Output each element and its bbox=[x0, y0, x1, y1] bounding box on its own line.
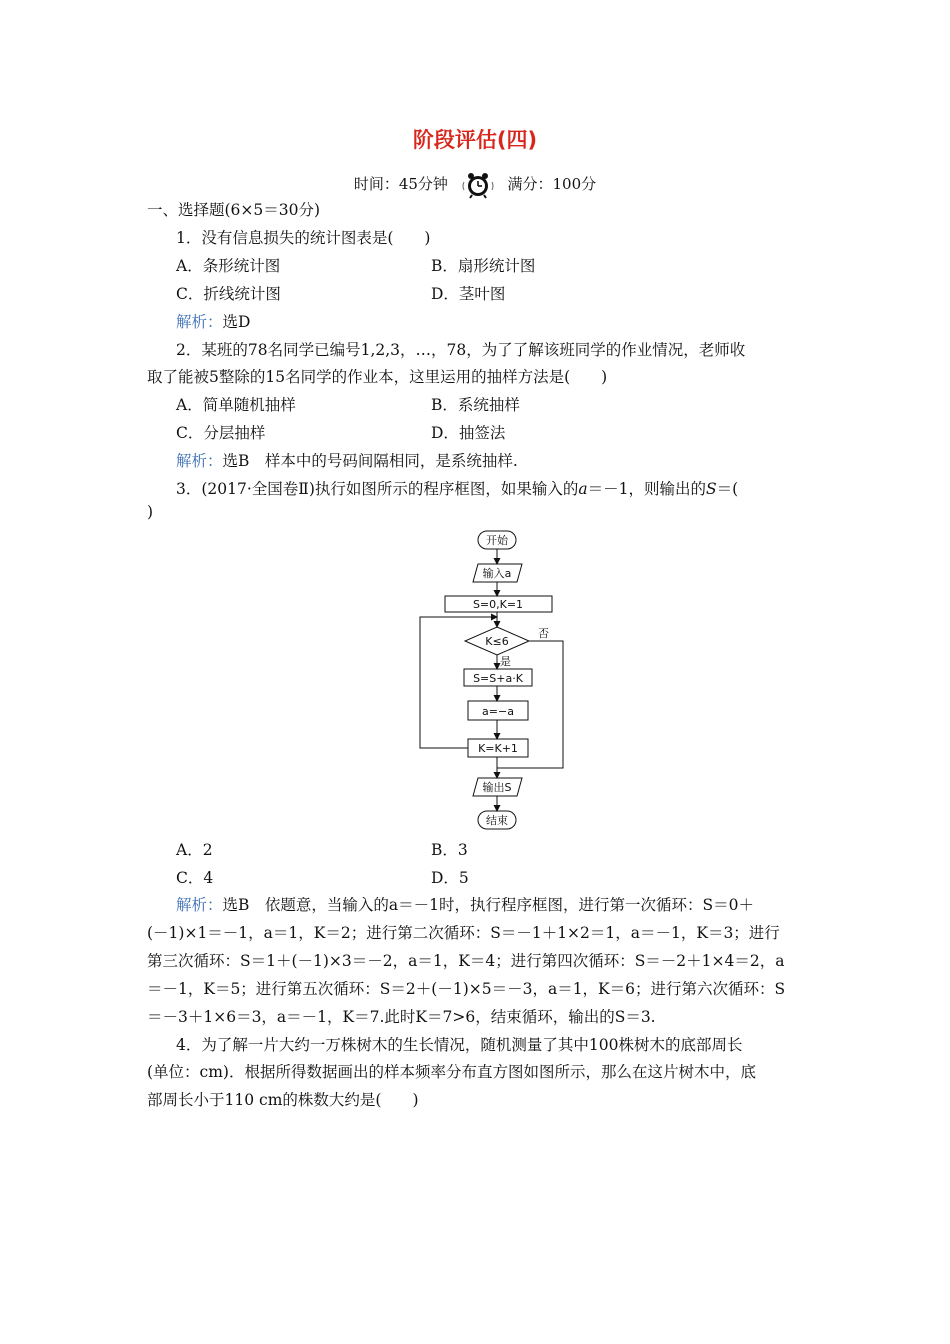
flow-step-increment-text: K=K+1 bbox=[478, 742, 518, 755]
q3-stem-line1: 3．(2017·全国卷Ⅱ)执行如图所示的程序框图，如果输入的a＝－1，则输出的S＝( bbox=[176, 480, 739, 498]
analysis-label: 解析： bbox=[176, 452, 223, 470]
q3-option-a: A．2 bbox=[176, 841, 213, 859]
q4-stem-line1: 4．为了解一片大约一万株树木的生长情况，随机测量了其中100株树木的底部周长 bbox=[176, 1036, 743, 1054]
flow-end-text: 结束 bbox=[486, 814, 508, 827]
analysis-label: 解析： bbox=[176, 313, 223, 331]
flow-step-sum-text: S=S+a·K bbox=[473, 672, 523, 685]
q2-stem-line2: 取了能被5整除的15名同学的作业本，这里运用的抽样方法是( ) bbox=[147, 368, 608, 386]
q4-stem-line3: 部周长小于110 cm的株数大约是( ) bbox=[147, 1091, 419, 1109]
q1-option-a: A．条形统计图 bbox=[176, 257, 281, 275]
q1-option-d: D．茎叶图 bbox=[431, 285, 506, 303]
flow-input-text: 输入a bbox=[482, 567, 512, 580]
full-score: 满分：100分 bbox=[507, 175, 597, 193]
q1-analysis bbox=[176, 310, 250, 332]
q2-stem-line1: 2．某班的78名同学已编号1,2,3，…，78，为了了解该班同学的作业情况，老师收 bbox=[176, 341, 746, 359]
q3-option-b: B．3 bbox=[431, 841, 468, 859]
q3-analysis-line5: ＝－3＋1×6＝3，a＝－1，K＝7.此时K＝7>6，结束循环，输出的S＝3. bbox=[147, 1008, 656, 1026]
q3-analysis-line4: ＝－1，K＝5；进行第五次循环：S＝2＋(－1)×5＝－3，a＝1，K＝6；进行第六次循环：S bbox=[147, 980, 786, 998]
q3-analysis-line2: (－1)×1＝－1，a＝1，K＝2；进行第二次循环：S＝－1＋1×2＝1，a＝－1，K＝3；进行 bbox=[147, 924, 780, 942]
flow-yes-label: 是 bbox=[500, 655, 511, 668]
q1-stem: 1．没有信息损失的统计图表是( ) bbox=[176, 229, 431, 247]
q3-analysis-line1: 解析：选B 依题意，当输入的a＝－1时，执行程序框图，进行第一次循环：S＝0＋ bbox=[176, 896, 754, 914]
time-limit: 时间：45分钟 bbox=[353, 175, 448, 193]
flow-start-text: 开始 bbox=[486, 534, 508, 547]
q2-analysis bbox=[176, 449, 518, 471]
page-title: 阶段评估(四) bbox=[412, 128, 538, 152]
q4-stem-line2: (单位：cm)．根据所得数据画出的样本频率分布直方图如图所示，那么在这片树木中，底 bbox=[147, 1063, 756, 1081]
section-heading: 一、选择题(6×5＝30分) bbox=[147, 201, 321, 219]
q3-analysis-line3: 第三次循环：S＝1＋(－1)×3＝－2，a＝1，K＝4；进行第四次循环：S＝－2＋1×4＝2，a bbox=[147, 952, 785, 970]
flow-output-text: 输出S bbox=[482, 781, 512, 794]
q1-option-c: C．折线统计图 bbox=[176, 285, 281, 303]
q3-option-d: D．5 bbox=[431, 869, 469, 887]
flow-condition-text: K≤6 bbox=[485, 635, 509, 648]
flow-step-negate-text: a=−a bbox=[482, 705, 514, 718]
flow-no-label: 否 bbox=[538, 627, 549, 640]
flow-init-text: S=0,K=1 bbox=[472, 598, 524, 611]
q1-option-b: B．扇形统计图 bbox=[431, 257, 536, 275]
time-score-line bbox=[0, 170, 950, 200]
q2-option-a: A．简单随机抽样 bbox=[176, 396, 296, 414]
flowchart bbox=[405, 527, 585, 837]
q3-option-c: C．4 bbox=[176, 869, 214, 887]
q2-analysis-text: 选B 样本中的号码间隔相同，是系统抽样. bbox=[222, 452, 518, 470]
q2-option-b: B．系统抽样 bbox=[431, 396, 520, 414]
q3-stem-line2: ) bbox=[147, 503, 154, 521]
q2-option-d: D．抽签法 bbox=[431, 424, 506, 442]
q1-analysis-text: 选D bbox=[222, 313, 251, 331]
q2-option-c: C．分层抽样 bbox=[176, 424, 266, 442]
analysis-label: 解析： bbox=[176, 896, 223, 914]
alarm-clock-icon bbox=[461, 170, 495, 200]
